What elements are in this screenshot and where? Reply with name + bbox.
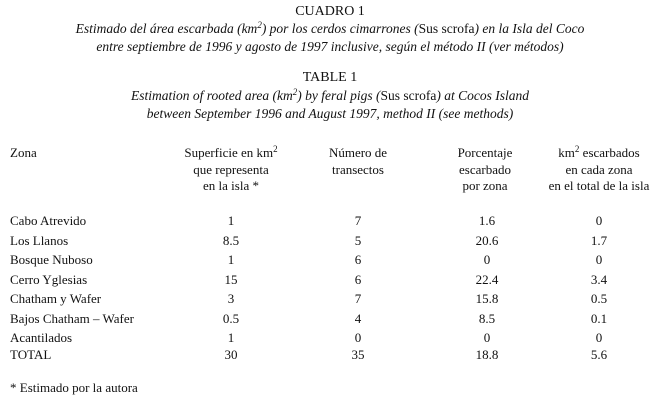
table-body — [0, 213, 660, 350]
cell-transects: 7 — [354, 291, 362, 306]
cell-surface: 8.5 — [222, 232, 240, 248]
header-surface: Superficie en $km^2$ que representa en la isla * — [184, 144, 278, 193]
cell-km2: 0 — [595, 213, 603, 228]
table-row — [0, 233, 660, 253]
cell-percent: 1.6 — [478, 213, 496, 228]
cell-zona: Cerro Yglesias — [10, 271, 88, 287]
caption-en-line1: Estimation of rooted area $(km^2)$ by feral pigs (Sus scrofa) at Cocos Island — [131, 87, 529, 103]
cell-surface: 15 — [224, 271, 238, 287]
cell-percent: 0 — [483, 252, 491, 267]
caption-es-label: CUADRO 1 — [295, 4, 365, 19]
cell-km2: 1.7 — [590, 232, 608, 248]
cell-km2: 0.5 — [590, 291, 608, 306]
cell-surface: 1 — [227, 213, 235, 228]
cell-zona: Chatham y Wafer — [10, 291, 102, 306]
cell-zona: Los Llanos — [10, 232, 69, 248]
table-row — [0, 272, 660, 292]
cell-transects: 5 — [354, 232, 362, 248]
cell-percent: 20.6 — [475, 232, 499, 248]
cell-transects: 4 — [354, 310, 362, 326]
total-km2: 5.6 — [590, 347, 608, 362]
cell-surface: 0.5 — [222, 310, 240, 326]
footnote: * Estimado por la autora — [10, 380, 138, 395]
cell-percent: 8.5 — [478, 310, 496, 326]
cell-percent: 0 — [483, 330, 491, 345]
cell-percent: 22.4 — [475, 271, 499, 287]
cell-km2: 3.4 — [590, 271, 608, 287]
table-row — [0, 291, 660, 311]
cell-surface: 1 — [227, 330, 235, 345]
cell-km2: 0.1 — [590, 310, 608, 326]
cell-transects: 6 — [354, 271, 362, 287]
table-total-row — [0, 347, 660, 366]
cell-transects: 6 — [354, 252, 362, 267]
cell-percent: 15.8 — [475, 291, 499, 306]
cell-zona: Bajos Chatham – Wafer — [10, 310, 134, 326]
cell-zona: Acantilados — [10, 330, 73, 345]
table-row — [0, 213, 660, 233]
cell-transects: 7 — [354, 213, 362, 228]
header-km2: $km^2$ escarbados en cada zona en el total de la isla — [548, 144, 650, 193]
caption-en-label: TABLE 1 — [302, 70, 358, 85]
cell-km2: 0 — [595, 330, 603, 345]
cell-zona: Cabo Atrevido — [10, 213, 87, 228]
caption-en-line2: between September 1996 and August 1997, method II (see methods) — [146, 106, 514, 121]
cell-km2: 0 — [595, 252, 603, 267]
cell-surface: 1 — [227, 252, 235, 267]
header-zona: Zona — [10, 145, 37, 160]
total-surface: 30 — [224, 347, 238, 362]
table-row — [0, 252, 660, 272]
total-label: TOTAL — [10, 347, 52, 362]
header-transects: Número de transectos — [328, 145, 388, 177]
cell-surface: 3 — [227, 291, 235, 306]
total-percent: 18.8 — [475, 347, 499, 362]
cell-zona: Bosque Nuboso — [10, 252, 93, 267]
total-transects: 35 — [351, 347, 365, 362]
caption-es-line1: Estimado del área escarbada $(km^2)$ por los cerdos cimarrones (Sus scrofa) en la Isla del Coco — [75, 20, 585, 36]
caption-es-line2: entre septiembre de 1996 y agosto de 1997 inclusive, según el método II (ver métodos) — [96, 39, 564, 54]
cell-transects: 0 — [354, 330, 362, 345]
header-percent: Porcentaje escarbado por zona — [457, 145, 513, 193]
table-row — [0, 311, 660, 331]
